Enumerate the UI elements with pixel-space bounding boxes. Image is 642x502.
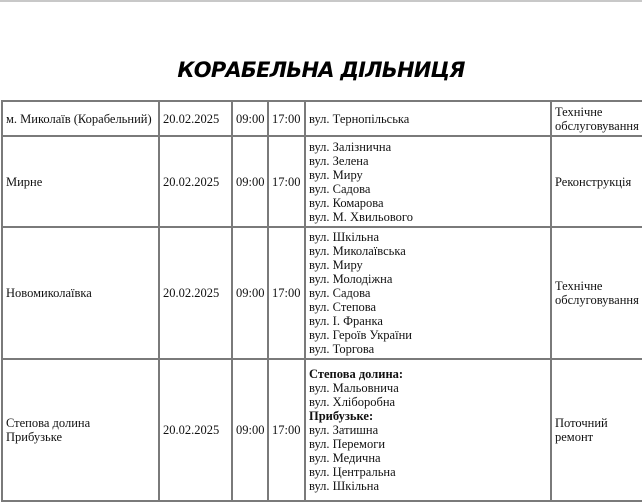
end-time-cell: 17:00 xyxy=(268,227,305,359)
place-cell xyxy=(2,136,159,227)
page-title: КОРАБЕЛЬНА ДІЛЬНИЦЯ xyxy=(177,58,465,82)
date-cell: 20.02.2025 xyxy=(159,136,232,227)
settlement-subheading: Прибузьке: xyxy=(309,409,374,423)
place-cell xyxy=(2,101,159,136)
streets-cell xyxy=(305,101,551,136)
date-cell: 20.02.2025 xyxy=(159,227,232,359)
work-type-line: Поточний xyxy=(555,416,608,430)
streets-cell xyxy=(305,227,551,359)
street-item: вул. М. Хвильового xyxy=(309,209,413,224)
street-item: вул. Миру xyxy=(309,258,363,272)
place-name: м. Миколаїв (Корабельний) xyxy=(6,111,152,126)
work-type-cell xyxy=(551,136,642,227)
place-name: Прибузьке xyxy=(6,430,63,444)
settlement-subheading: Степова долина: xyxy=(309,367,404,381)
work-type-line: Технічне xyxy=(555,104,603,119)
work-type-line: обслуговування xyxy=(555,118,639,133)
street-item: вул. Залізнична xyxy=(309,139,392,154)
street-item: вул. Шкільна xyxy=(309,479,379,493)
streets-cell xyxy=(305,136,551,227)
table-row xyxy=(2,359,642,501)
street-item: вул. Центральна xyxy=(309,465,396,479)
table-row xyxy=(2,101,642,136)
start-time-cell: 09:00 xyxy=(232,101,268,136)
street-item: вул. Затишна xyxy=(309,423,379,437)
street-item: вул. Молодіжна xyxy=(309,272,393,286)
street-item: вул. Степова xyxy=(309,300,377,314)
street-item: вул. І. Франка xyxy=(309,314,383,328)
work-type-cell xyxy=(551,359,642,501)
place-name: Степова долина xyxy=(6,416,91,430)
work-type-line: обслуговування xyxy=(555,293,639,307)
start-time-cell: 09:00 xyxy=(232,359,268,501)
street-item: вул. Комарова xyxy=(309,195,384,210)
start-time-cell: 09:00 xyxy=(232,227,268,359)
end-time-cell: 17:00 xyxy=(268,101,305,136)
place-cell xyxy=(2,359,159,501)
table-row xyxy=(2,227,642,359)
street-item: вул. Героїв України xyxy=(309,328,412,342)
street-item: вул. Перемоги xyxy=(309,437,386,451)
end-time-cell: 17:00 xyxy=(268,136,305,227)
street-item: вул. Мальовнича xyxy=(309,381,399,395)
date-cell: 20.02.2025 xyxy=(159,101,232,136)
street-item: вул. Хліборобна xyxy=(309,395,396,409)
street-item: вул. Медична xyxy=(309,451,381,465)
end-time-cell: 17:00 xyxy=(268,359,305,501)
start-time-cell: 09:00 xyxy=(232,136,268,227)
street-item: вул. Торгова xyxy=(309,342,375,356)
place-cell xyxy=(2,227,159,359)
street-item: вул. Садова xyxy=(309,181,371,196)
date-cell: 20.02.2025 xyxy=(159,359,232,501)
work-type-line: Реконструкція xyxy=(555,174,632,189)
street-item: вул. Тернопільська xyxy=(309,111,410,126)
place-name: Мирне xyxy=(6,174,43,189)
streets-cell xyxy=(305,359,551,501)
street-item: вул. Зелена xyxy=(309,153,369,168)
street-item: вул. Миколаївська xyxy=(309,244,406,258)
place-name: Новомиколаївка xyxy=(6,286,92,300)
table-row xyxy=(2,136,642,227)
top-divider xyxy=(0,0,642,2)
work-type-cell xyxy=(551,101,642,136)
work-type-cell xyxy=(551,227,642,359)
work-type-line: Технічне xyxy=(555,279,603,293)
outage-schedule-table xyxy=(1,100,642,502)
street-item: вул. Шкільна xyxy=(309,230,379,244)
street-item: вул. Миру xyxy=(309,167,363,182)
work-type-line: ремонт xyxy=(555,430,594,444)
street-item: вул. Садова xyxy=(309,286,371,300)
